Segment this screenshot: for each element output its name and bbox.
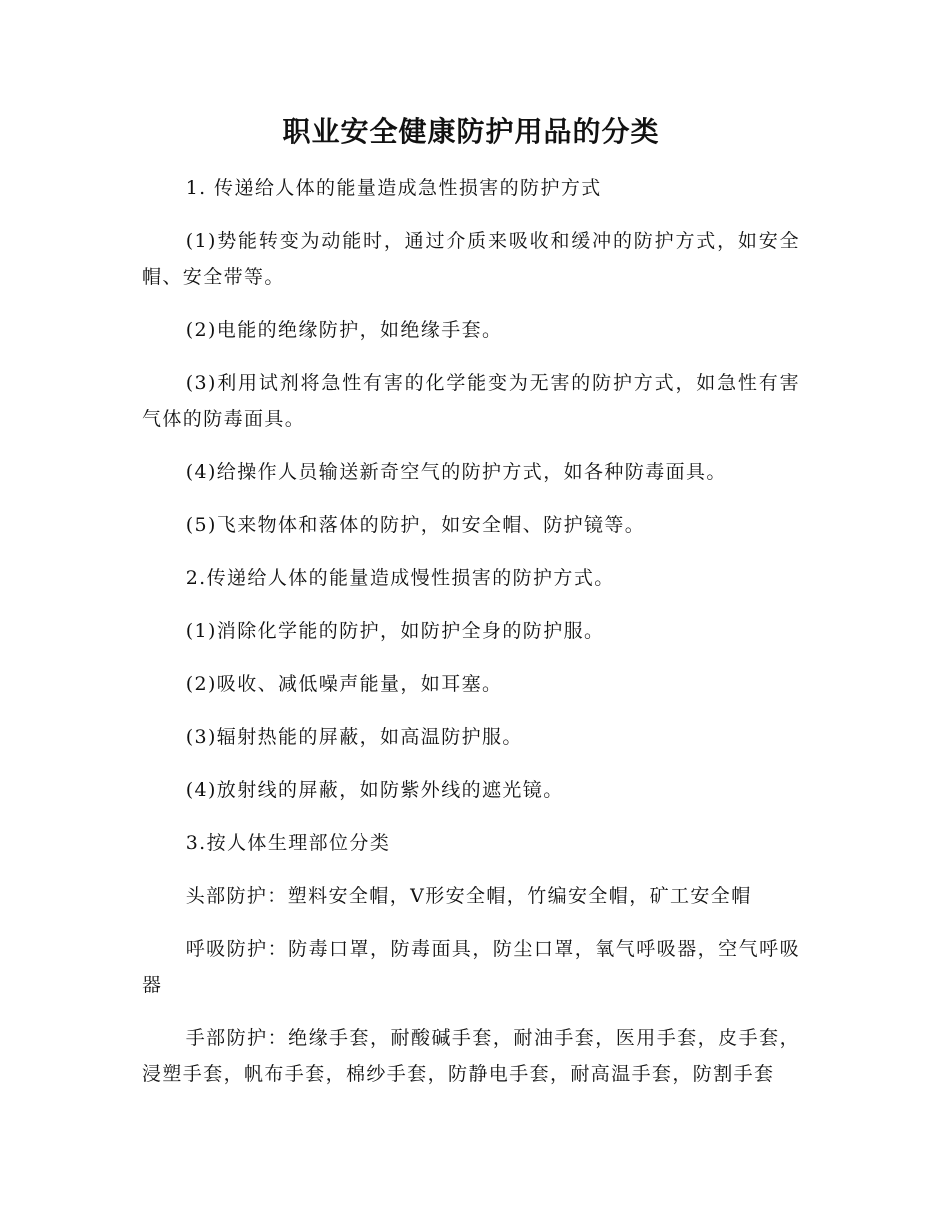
list-item: (4)放射线的屏蔽，如防紫外线的遮光镜。: [185, 779, 564, 801]
list-item: (2)吸收、减低噪声能量，如耳塞。: [185, 673, 503, 695]
section-heading-acute: 1. 传递给人体的能量造成急性损害的防护方式: [185, 177, 602, 199]
list-item: (4)给操作人员输送新奇空气的防护方式，如各种防毒面具。: [185, 461, 727, 483]
section-heading-chronic: 2.传递给人体的能量造成慢性损害的防护方式。: [185, 567, 615, 589]
list-item: (5)飞来物体和落体的防护，如安全帽、防护镜等。: [185, 514, 646, 536]
section-heading-body-part: 3.按人体生理部位分类: [185, 832, 391, 854]
head-protection-paragraph: 头部防护：塑料安全帽，V形安全帽，竹编安全帽，矿工安全帽: [185, 885, 752, 907]
list-item: (1)势能转变为动能时，通过介质来吸收和缓冲的防护方式，如安全帽、安全带等。: [142, 230, 800, 288]
list-item: (1)消除化学能的防护，如防护全身的防护服。: [185, 620, 605, 642]
list-item: (3)辐射热能的屏蔽，如高温防护服。: [185, 726, 523, 748]
hand-protection-paragraph: 手部防护：绝缘手套，耐酸碱手套，耐油手套，医用手套，皮手套，浸塑手套，帆布手套，棉纱手套，防静电手套，耐高温手套，防割手套: [142, 1027, 800, 1085]
list-item: (2)电能的绝缘防护，如绝缘手套。: [185, 319, 503, 341]
document-title: 职业安全健康防护用品的分类: [282, 115, 660, 148]
list-item: (3)利用试剂将急性有害的化学能变为无害的防护方式，如急性有害气体的防毒面具。: [142, 372, 800, 430]
respiratory-protection-paragraph: 呼吸防护：防毒口罩，防毒面具，防尘口罩，氧气呼吸器，空气呼吸器: [142, 938, 800, 996]
